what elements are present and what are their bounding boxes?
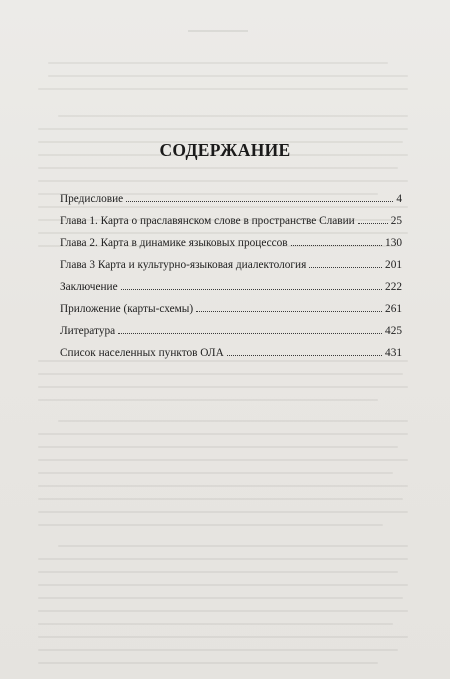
ghost-text-line: [38, 636, 408, 638]
ghost-text-line: [38, 386, 408, 388]
toc-entry-title: Предисловие: [60, 193, 124, 205]
table-of-contents: [60, 188, 402, 364]
toc-entry-page: 130: [385, 237, 402, 249]
ghost-text-line: [38, 459, 408, 461]
ghost-text-line: [38, 128, 408, 130]
toc-entry-title: Глава 1. Карта о праславянском слове в пространстве Славии: [60, 215, 355, 227]
ghost-text-line: [38, 167, 398, 169]
ghost-text-line: [38, 399, 378, 401]
ghost-text-line: [38, 433, 408, 435]
toc-leader-dots: [126, 201, 393, 202]
toc-leader-dots: [227, 355, 382, 356]
toc-entry-title: Список населенных пунктов ОЛА: [60, 347, 224, 359]
toc-entry: [60, 254, 402, 276]
ghost-text-line: [38, 623, 393, 625]
ghost-text-line: [38, 649, 398, 651]
toc-entry-title: Глава 2. Карта в динамике языковых процессов: [60, 237, 288, 249]
toc-entry: [60, 232, 402, 254]
ghost-text-line: [38, 597, 403, 599]
toc-entry-title: Заключение: [60, 281, 118, 293]
ghost-text-line: [38, 511, 408, 513]
toc-entry: [60, 342, 402, 364]
ghost-text-line: [38, 446, 398, 448]
toc-leader-dots: [291, 245, 382, 246]
ghost-text-line: [58, 420, 408, 422]
toc-entry-page: 25: [390, 215, 402, 227]
page-title: СОДЕРЖАНИЕ: [159, 140, 291, 160]
ghost-text-line: [38, 88, 408, 90]
toc-leader-dots: [358, 223, 388, 224]
toc-entry-page: 431: [385, 347, 402, 359]
ghost-text-line: [38, 485, 408, 487]
toc-leader-dots: [196, 311, 382, 312]
ghost-text-line: [48, 75, 408, 77]
ghost-text-line: [38, 662, 378, 664]
toc-entry-page: 425: [385, 325, 402, 337]
toc-leader-dots: [309, 267, 382, 268]
toc-leader-dots: [118, 333, 382, 334]
ghost-text-line: [38, 524, 383, 526]
ghost-text-line: [38, 373, 403, 375]
toc-entry-page: 201: [385, 259, 402, 271]
toc-entry-page: 261: [385, 303, 402, 315]
ghost-running-head: [188, 30, 248, 32]
toc-entry: [60, 298, 402, 320]
ghost-text-line: [38, 180, 408, 182]
ghost-text-line: [38, 558, 408, 560]
toc-entry: [60, 320, 402, 342]
toc-entry: [60, 210, 402, 232]
ghost-text-line: [58, 115, 408, 117]
toc-entry: [60, 276, 402, 298]
toc-leader-dots: [121, 289, 382, 290]
ghost-text-line: [58, 545, 408, 547]
toc-entry-page: 4: [396, 193, 402, 205]
ghost-text-line: [48, 62, 388, 64]
toc-entry-page: 222: [385, 281, 402, 293]
ghost-text-line: [38, 584, 408, 586]
ghost-text-line: [38, 472, 393, 474]
ghost-text-line: [38, 610, 408, 612]
ghost-text-line: [38, 571, 398, 573]
toc-entry-title: Литература: [60, 325, 116, 337]
ghost-text-line: [38, 498, 403, 500]
toc-entry-title: Приложение (карты-схемы): [60, 303, 194, 315]
toc-entry-title: Глава 3 Карта и культурно-языковая диалектология: [60, 259, 307, 271]
toc-entry: [60, 188, 402, 210]
